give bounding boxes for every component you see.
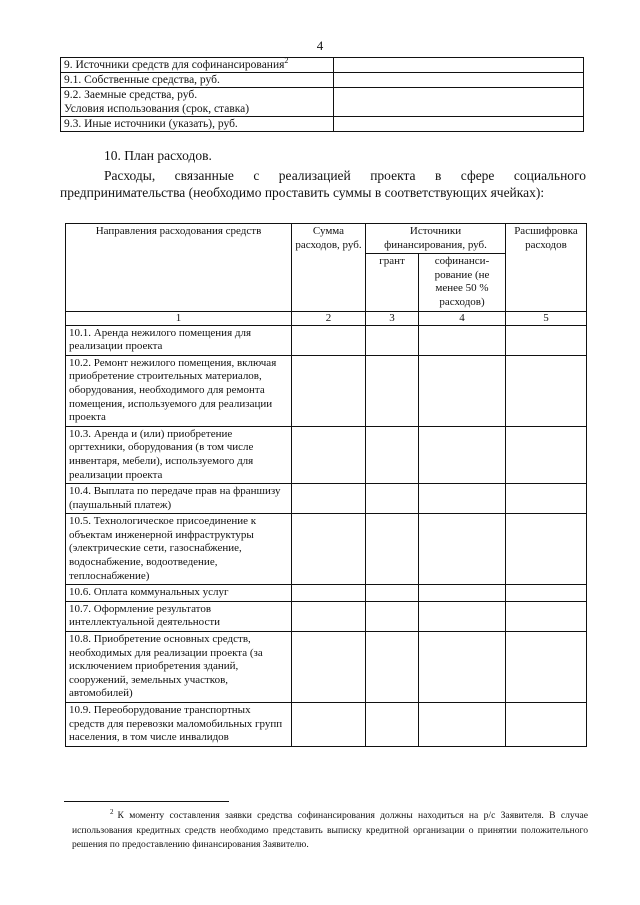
cofin-cell[interactable] bbox=[419, 355, 506, 426]
table-row bbox=[66, 325, 587, 355]
column-number: 4 bbox=[419, 311, 506, 325]
cofin-cell[interactable] bbox=[419, 632, 506, 703]
expense-item: 10.9. Переоборудование транспортных средств для перевозки маломобильных групп населения, в том числе инвалидов bbox=[66, 703, 292, 747]
expense-item: 10.1. Аренда нежилого помещения для реализации проекта bbox=[66, 325, 292, 355]
table-row bbox=[61, 73, 584, 88]
value-cell[interactable] bbox=[334, 58, 584, 73]
table-row bbox=[66, 355, 587, 426]
sum-cell[interactable] bbox=[292, 632, 366, 703]
footnote bbox=[72, 805, 588, 853]
grant-cell[interactable] bbox=[366, 703, 419, 747]
sum-cell[interactable] bbox=[292, 601, 366, 631]
breakdown-cell[interactable] bbox=[506, 484, 587, 514]
grant-cell[interactable] bbox=[366, 325, 419, 355]
header-sources: Источники финансирования, руб. bbox=[366, 224, 506, 254]
value-cell[interactable] bbox=[334, 117, 584, 132]
footnote-text: К моменту составления заявки средства софинансирования должны находиться на р/с Заявителя. В случае использования кредитных средств необходимо представить выписку кредитной организации о принятии положительного решения по предоставлению финансирования Заявителю. bbox=[72, 810, 588, 851]
paragraph-text: Расходы, связанные с реализацией проекта в сфере социального предпринимательства (необходимо проставить суммы в соответствующих ячейках): bbox=[60, 168, 586, 200]
sum-cell[interactable] bbox=[292, 703, 366, 747]
cofin-cell[interactable] bbox=[419, 484, 506, 514]
cofin-cell[interactable] bbox=[419, 703, 506, 747]
table-cell bbox=[61, 58, 334, 73]
expense-item: 10.6. Оплата коммунальных услуг bbox=[66, 585, 292, 602]
table-row bbox=[66, 484, 587, 514]
table-cell bbox=[61, 88, 334, 117]
sum-cell[interactable] bbox=[292, 426, 366, 483]
grant-cell[interactable] bbox=[366, 632, 419, 703]
cofin-cell[interactable] bbox=[419, 601, 506, 631]
grant-cell[interactable] bbox=[366, 514, 419, 585]
breakdown-cell[interactable] bbox=[506, 355, 587, 426]
row-label: 9.3. Иные источники (указать), руб. bbox=[61, 117, 334, 132]
footnote-ref: 2 bbox=[284, 56, 289, 66]
section-paragraph bbox=[60, 167, 586, 201]
grant-cell[interactable] bbox=[366, 355, 419, 426]
table-row bbox=[66, 514, 587, 585]
table-row bbox=[66, 585, 587, 602]
grant-cell[interactable] bbox=[366, 426, 419, 483]
table-row bbox=[66, 632, 587, 703]
breakdown-cell[interactable] bbox=[506, 585, 587, 602]
section-heading: 10. План расходов. bbox=[104, 148, 212, 163]
expense-item: 10.4. Выплата по передаче прав на франшизу (паушальный платеж) bbox=[66, 484, 292, 514]
expense-item: 10.8. Приобретение основных средств, необходимых для реализации проекта (за исключением приобретения зданий, сооружений, земельных участков, автомобилей) bbox=[66, 632, 292, 703]
row-sublabel: Условия использования (срок, ставка) bbox=[64, 103, 250, 115]
footnote-marker: 2 bbox=[110, 808, 114, 816]
sum-cell[interactable] bbox=[292, 355, 366, 426]
sum-cell[interactable] bbox=[292, 484, 366, 514]
header-direction: Направления расходования средств bbox=[66, 224, 292, 312]
grant-cell[interactable] bbox=[366, 585, 419, 602]
row-label: 9. Источники средств для софинансирования bbox=[64, 59, 285, 71]
column-number: 2 bbox=[292, 311, 366, 325]
table-row bbox=[66, 601, 587, 631]
page-number: 4 bbox=[316, 38, 324, 53]
row-label: 9.1. Собственные средства, руб. bbox=[61, 73, 334, 88]
breakdown-cell[interactable] bbox=[506, 632, 587, 703]
sum-cell[interactable] bbox=[292, 585, 366, 602]
sum-cell[interactable] bbox=[292, 325, 366, 355]
expense-item: 10.5. Технологическое присоединение к объектам инженерной инфраструктуры (электрические сети, газоснабжение, водоснабжение, водоотведение, теплоснабжение) bbox=[66, 514, 292, 585]
header-breakdown: Расшифровка расходов bbox=[506, 224, 587, 312]
table-row bbox=[66, 703, 587, 747]
column-number-row bbox=[66, 311, 587, 325]
header-grant: грант bbox=[366, 254, 419, 311]
breakdown-cell[interactable] bbox=[506, 325, 587, 355]
sum-cell[interactable] bbox=[292, 514, 366, 585]
column-number: 5 bbox=[506, 311, 587, 325]
breakdown-cell[interactable] bbox=[506, 601, 587, 631]
row-label: 9.2. Заемные средства, руб. bbox=[64, 89, 198, 101]
cofin-cell[interactable] bbox=[419, 514, 506, 585]
cofinancing-sources-table bbox=[60, 57, 584, 132]
column-number: 1 bbox=[66, 311, 292, 325]
grant-cell[interactable] bbox=[366, 484, 419, 514]
breakdown-cell[interactable] bbox=[506, 703, 587, 747]
expenses-table bbox=[65, 223, 587, 747]
header-row bbox=[66, 224, 587, 254]
value-cell[interactable] bbox=[334, 73, 584, 88]
expense-item: 10.3. Аренда и (или) приобретение оргтехники, оборудования (в том числе инвентаря, мебели), используемого для реализации проекта bbox=[66, 426, 292, 483]
grant-cell[interactable] bbox=[366, 601, 419, 631]
value-cell[interactable] bbox=[334, 88, 584, 117]
table-row bbox=[61, 58, 584, 73]
header-cofin: софинанси- рование (не менее 50 % расходов) bbox=[419, 254, 506, 311]
expense-item: 10.2. Ремонт нежилого помещения, включая приобретение строительных материалов, оборудования, необходимого для ремонта помещения, используемого для реализации проекта bbox=[66, 355, 292, 426]
table-row bbox=[61, 117, 584, 132]
table-row bbox=[61, 88, 584, 117]
expense-item: 10.7. Оформление результатов интеллектуальной деятельности bbox=[66, 601, 292, 631]
cofin-cell[interactable] bbox=[419, 585, 506, 602]
column-number: 3 bbox=[366, 311, 419, 325]
cofin-cell[interactable] bbox=[419, 325, 506, 355]
header-sum: Сумма расходов, руб. bbox=[292, 224, 366, 312]
cofin-cell[interactable] bbox=[419, 426, 506, 483]
breakdown-cell[interactable] bbox=[506, 426, 587, 483]
table-row bbox=[66, 426, 587, 483]
breakdown-cell[interactable] bbox=[506, 514, 587, 585]
footnote-divider bbox=[64, 801, 229, 802]
